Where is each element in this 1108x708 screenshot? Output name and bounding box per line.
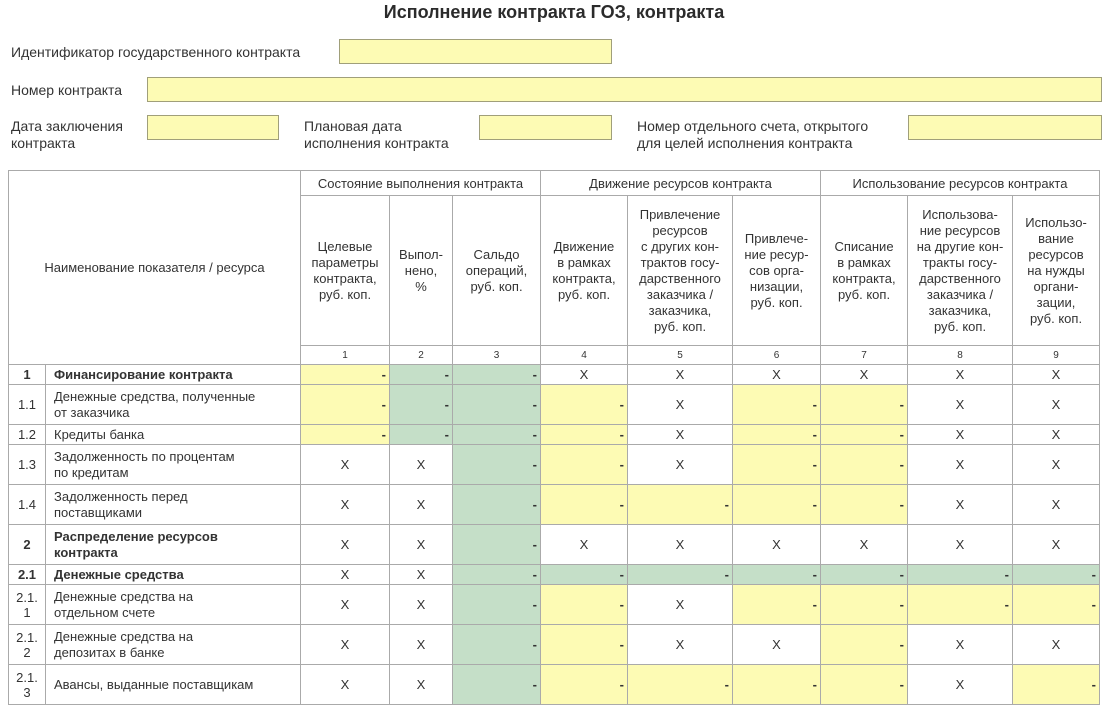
column-number-7: 7 [821, 346, 908, 365]
column-number-8: 8 [908, 346, 1013, 365]
planned-date-field[interactable] [479, 115, 612, 140]
row-code-part: 3 [23, 684, 31, 700]
calculated-cell: - [390, 425, 453, 445]
name-column-header: Наименование показателя / ресурса [9, 171, 301, 365]
row-code-part: 2 [23, 644, 31, 660]
account-label-line2: для целей исполнения контракта [637, 135, 853, 151]
cell-not-applicable: X [1013, 485, 1100, 525]
row-name [46, 485, 301, 525]
calculated-cell: - [390, 385, 453, 425]
column-header-8-line: тракты госу- [922, 254, 998, 270]
row-name-line: Денежные средства [54, 566, 184, 582]
table-row [9, 525, 1100, 565]
row-name-line: Распределение ресурсов [54, 528, 218, 544]
row-code-part: 2.1. [16, 669, 38, 685]
calculated-cell: - [453, 365, 541, 385]
row-code [9, 625, 46, 665]
planned-date-label-line2: исполнения контракта [304, 135, 449, 151]
header-group-3: Использование ресурсов контракта [821, 171, 1100, 196]
editable-cell[interactable]: - [733, 665, 821, 705]
column-number-4: 4 [541, 346, 628, 365]
editable-cell[interactable]: - [733, 385, 821, 425]
row-name [46, 565, 301, 585]
row-code-part: 1.3 [17, 457, 37, 472]
column-header-8-line: заказчика / [926, 286, 994, 302]
calculated-cell: - [628, 565, 733, 585]
calculated-cell: - [453, 665, 541, 705]
column-number-5: 5 [628, 346, 733, 365]
column-header-8-line: заказчика, [928, 302, 992, 318]
cell-not-applicable: X [821, 365, 908, 385]
row-name-line: Финансирование контракта [54, 366, 233, 382]
cell-not-applicable: X [390, 625, 453, 665]
calculated-cell: - [453, 385, 541, 425]
calculated-cell: - [453, 585, 541, 625]
column-header-4-line: руб. коп. [557, 286, 611, 302]
row-name [46, 525, 301, 565]
row-code [9, 485, 46, 525]
editable-cell[interactable]: - [541, 445, 628, 485]
editable-cell[interactable]: - [821, 445, 908, 485]
cell-not-applicable: X [908, 385, 1013, 425]
cell-not-applicable: X [628, 525, 733, 565]
conclusion-date-label [11, 118, 123, 152]
calculated-cell: - [453, 445, 541, 485]
column-number-6: 6 [733, 346, 821, 365]
editable-cell[interactable]: - [301, 385, 390, 425]
cell-not-applicable: X [908, 425, 1013, 445]
row-code-part: 2.1 [17, 567, 37, 582]
row-code [9, 385, 46, 425]
table-row [9, 565, 1100, 585]
cell-not-applicable: X [301, 585, 390, 625]
row-name-line: поставщиками [54, 504, 143, 520]
cell-not-applicable: X [390, 585, 453, 625]
row-code-part: 2.1. [16, 589, 38, 605]
row-name-line: Авансы, выданные поставщикам [54, 676, 254, 692]
table-row [9, 385, 1100, 425]
cell-not-applicable: X [1013, 445, 1100, 485]
column-header-7-line: Списание [834, 238, 894, 254]
row-name-line: Денежные средства, полученные [54, 388, 256, 404]
cell-not-applicable: X [908, 525, 1013, 565]
column-header-9-line: Использо- [1025, 214, 1087, 230]
column-header-2 [390, 196, 453, 346]
cell-not-applicable: X [733, 625, 821, 665]
cell-not-applicable: X [908, 665, 1013, 705]
editable-cell[interactable]: - [628, 485, 733, 525]
column-header-1-line: руб. коп. [318, 286, 372, 302]
column-header-4 [541, 196, 628, 346]
row-name-line: Задолженность по процентам [54, 448, 235, 464]
calculated-cell: - [733, 565, 821, 585]
cell-not-applicable: X [908, 365, 1013, 385]
row-code [9, 525, 46, 565]
column-header-7 [821, 196, 908, 346]
calculated-cell: - [453, 625, 541, 665]
column-header-9-line: на нужды [1027, 262, 1085, 278]
cell-not-applicable: X [908, 485, 1013, 525]
column-header-5-line: заказчика, [648, 302, 712, 318]
row-code [9, 665, 46, 705]
column-header-4-line: в рамках [557, 254, 611, 270]
calculated-cell: - [453, 425, 541, 445]
editable-cell[interactable]: - [541, 425, 628, 445]
row-name [46, 625, 301, 665]
column-header-7-line: в рамках [837, 254, 891, 270]
row-code [9, 365, 46, 385]
table-row [9, 485, 1100, 525]
calculated-cell: - [453, 565, 541, 585]
column-number-2: 2 [390, 346, 453, 365]
row-code-part: 2.1. [16, 629, 38, 645]
row-code-part: 1.2 [17, 427, 37, 442]
row-name-line: Задолженность перед [54, 488, 188, 504]
cell-not-applicable: X [390, 665, 453, 705]
contract-number-label: Номер контракта [11, 82, 123, 98]
column-header-8 [908, 196, 1013, 346]
column-header-3-line: операций, [465, 262, 528, 278]
column-header-6-line: Привлече- [744, 230, 809, 246]
table-row [9, 665, 1100, 705]
table-row [9, 625, 1100, 665]
header-group-1: Состояние выполнения контракта [301, 171, 541, 196]
column-header-9-line: вание [1038, 230, 1074, 246]
account-field[interactable] [908, 115, 1102, 140]
header-group-2: Движение ресурсов контракта [541, 171, 821, 196]
cell-not-applicable: X [628, 385, 733, 425]
header-group-row [9, 171, 1100, 196]
editable-cell[interactable]: - [301, 425, 390, 445]
table-row [9, 425, 1100, 445]
editable-cell[interactable]: - [541, 585, 628, 625]
row-name-line: депозитах в банке [54, 644, 165, 660]
conclusion-date-label-line1: Дата заключения [11, 118, 123, 134]
contract-number-field[interactable] [147, 77, 1102, 102]
cell-not-applicable: X [908, 625, 1013, 665]
editable-cell[interactable]: - [821, 585, 908, 625]
calculated-cell: - [453, 525, 541, 565]
calculated-cell: - [1013, 565, 1100, 585]
gov-contract-id-field[interactable] [339, 39, 612, 64]
calculated-cell: - [453, 485, 541, 525]
cell-not-applicable: X [1013, 365, 1100, 385]
row-code [9, 425, 46, 445]
column-header-4-line: контракта, [552, 270, 616, 286]
row-name-line: контракта [54, 544, 118, 560]
column-header-5-line: ресурсов [652, 222, 708, 238]
row-name-line: от заказчика [54, 404, 130, 420]
row-name-line: Денежные средства на [54, 628, 194, 644]
planned-date-label [304, 118, 449, 152]
column-header-1 [301, 196, 390, 346]
column-header-8-line: дарственного [919, 270, 1001, 286]
editable-cell[interactable]: - [821, 485, 908, 525]
column-header-1-line: параметры [311, 254, 379, 270]
row-name [46, 665, 301, 705]
editable-cell[interactable]: - [821, 425, 908, 445]
column-header-8-line: руб. коп. [933, 318, 987, 334]
column-header-7-line: руб. коп. [837, 286, 891, 302]
row-code [9, 585, 46, 625]
column-header-6-line: ние ресур- [744, 246, 809, 262]
cell-not-applicable: X [390, 525, 453, 565]
editable-cell[interactable]: - [1013, 585, 1100, 625]
column-header-5-line: руб. коп. [653, 318, 707, 334]
cell-not-applicable: X [628, 625, 733, 665]
column-header-5-line: дарственного [639, 270, 721, 286]
cell-not-applicable: X [908, 445, 1013, 485]
cell-not-applicable: X [390, 485, 453, 525]
gov-contract-id-label: Идентификатор государственного контракта [11, 44, 301, 60]
editable-cell[interactable]: - [541, 625, 628, 665]
cell-not-applicable: X [628, 365, 733, 385]
account-label-line1: Номер отдельного счета, открытого [637, 118, 869, 134]
row-name-line: отдельном счете [54, 604, 156, 620]
cell-not-applicable: X [1013, 385, 1100, 425]
column-header-6-line: сов орга- [749, 262, 804, 278]
column-header-5 [628, 196, 733, 346]
column-header-1-line: контракта, [313, 270, 377, 286]
column-header-6 [733, 196, 821, 346]
row-code-part: 2 [23, 537, 31, 552]
column-header-5-line: заказчика / [646, 286, 714, 302]
column-number-9: 9 [1013, 346, 1100, 365]
cell-not-applicable: X [390, 445, 453, 485]
column-number-1: 1 [301, 346, 390, 365]
row-name [46, 445, 301, 485]
calculated-cell: - [821, 565, 908, 585]
row-name-line: по кредитам [54, 464, 129, 480]
cell-not-applicable: X [301, 485, 390, 525]
row-name [46, 385, 301, 425]
row-code-part: 1 [23, 604, 31, 620]
conclusion-date-label-line2: контракта [11, 135, 76, 151]
column-header-3 [453, 196, 541, 346]
editable-cell[interactable]: - [301, 365, 390, 385]
column-header-9-line: зации, [1036, 294, 1076, 310]
column-header-6-line: руб. коп. [750, 294, 803, 310]
column-header-1-line: Целевые [317, 238, 373, 254]
row-name [46, 585, 301, 625]
editable-cell[interactable]: - [733, 585, 821, 625]
row-code-part: 1.1 [17, 397, 37, 412]
editable-cell[interactable]: - [908, 585, 1013, 625]
cell-not-applicable: X [628, 425, 733, 445]
editable-cell[interactable]: - [628, 665, 733, 705]
row-code [9, 565, 46, 585]
cell-not-applicable: X [733, 365, 821, 385]
column-header-2-line: % [415, 278, 427, 294]
column-header-9 [1013, 196, 1100, 346]
editable-cell[interactable]: - [1013, 665, 1100, 705]
column-header-7-line: контракта, [832, 270, 896, 286]
column-header-3-line: руб. коп. [470, 278, 523, 294]
editable-cell[interactable]: - [821, 625, 908, 665]
cell-not-applicable: X [628, 445, 733, 485]
account-label [637, 118, 868, 152]
conclusion-date-field[interactable] [147, 115, 279, 140]
column-header-9-line: органи- [1033, 278, 1079, 294]
column-header-5-line: Привлечение [639, 206, 721, 222]
editable-cell[interactable]: - [821, 385, 908, 425]
editable-cell[interactable]: - [733, 445, 821, 485]
column-header-8-line: Использова- [922, 206, 998, 222]
cell-not-applicable: X [628, 585, 733, 625]
column-header-6-line: низации, [749, 278, 804, 294]
table-row [9, 365, 1100, 385]
editable-cell[interactable]: - [541, 665, 628, 705]
column-header-8-line: ние ресурсов [919, 222, 1001, 238]
column-header-4-line: Движение [553, 238, 615, 254]
row-code-part: 1.4 [17, 497, 37, 512]
cell-not-applicable: X [301, 665, 390, 705]
editable-cell[interactable]: - [541, 385, 628, 425]
cell-not-applicable: X [821, 525, 908, 565]
row-code-part: 1 [23, 367, 31, 382]
cell-not-applicable: X [301, 525, 390, 565]
column-header-2-line: нено, [404, 262, 438, 278]
row-name-line: Денежные средства на [54, 588, 194, 604]
page-title: Исполнение контракта ГОЗ, контракта [383, 2, 725, 22]
planned-date-label-line1: Плановая дата [304, 118, 402, 134]
cell-not-applicable: X [301, 445, 390, 485]
column-header-8-line: на другие кон- [916, 238, 1004, 254]
cell-not-applicable: X [301, 565, 390, 585]
cell-not-applicable: X [301, 625, 390, 665]
column-header-9-line: руб. коп. [1029, 310, 1083, 326]
cell-not-applicable: X [541, 365, 628, 385]
column-header-3-line: Сальдо [473, 246, 520, 262]
table-row [9, 585, 1100, 625]
table-row [9, 445, 1100, 485]
cell-not-applicable: X [541, 525, 628, 565]
row-name [46, 365, 301, 385]
row-name-line: Кредиты банка [54, 426, 145, 442]
editable-cell[interactable]: - [821, 665, 908, 705]
column-number-3: 3 [453, 346, 541, 365]
calculated-cell: - [541, 565, 628, 585]
cell-not-applicable: X [733, 525, 821, 565]
calculated-cell: - [390, 365, 453, 385]
editable-cell[interactable]: - [541, 485, 628, 525]
column-header-9-line: ресурсов [1028, 246, 1084, 262]
editable-cell[interactable]: - [733, 485, 821, 525]
contract-execution-table [8, 170, 1100, 705]
cell-not-applicable: X [1013, 625, 1100, 665]
cell-not-applicable: X [390, 565, 453, 585]
column-header-5-line: трактов госу- [640, 254, 720, 270]
column-header-2-line: Выпол- [399, 246, 443, 262]
calculated-cell: - [908, 565, 1013, 585]
column-header-5-line: с других кон- [641, 238, 719, 254]
editable-cell[interactable]: - [733, 425, 821, 445]
row-name [46, 425, 301, 445]
row-code [9, 445, 46, 485]
cell-not-applicable: X [1013, 525, 1100, 565]
cell-not-applicable: X [1013, 425, 1100, 445]
